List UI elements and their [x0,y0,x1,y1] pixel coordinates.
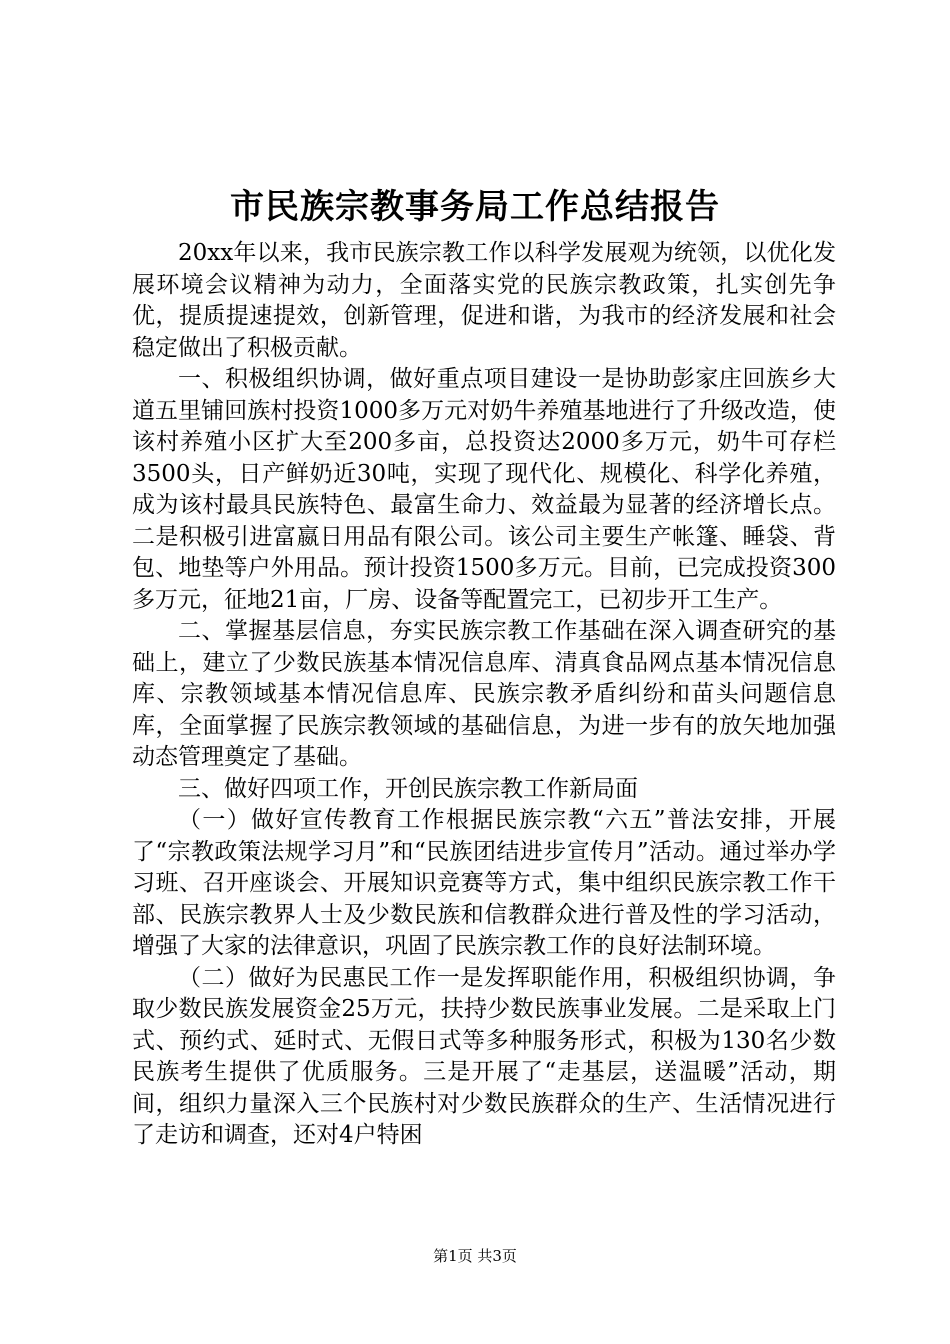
paragraph-intro: 20xx年以来，我市民族宗教工作以科学发展观为统领，以优化发展环境会议精神为动力，全面落实党的民族宗教政策，扎实创先争优，提质提速提效，创新管理，促进和谐，为我市的经济发展和社会稳定做出了积极贡献。 [132,240,836,361]
paragraph-section-2: 二、掌握基层信息，夯实民族宗教工作基础在深入调查研究的基础上，建立了少数民族基本情况信息库、清真食品网点基本情况信息库、宗教领域基本情况信息库、民族宗教矛盾纠纷和苗头问题信息库，全面掌握了民族宗教领域的基础信息，为进一步有的放矢地加强动态管理奠定了基础。 [132,618,836,770]
paragraph-section-1: 一、积极组织协调，做好重点项目建设一是协助彭家庄回族乡大道五里铺回族村投资1000多万元对奶牛养殖基地进行了升级改造，使该村养殖小区扩大至200多亩，总投资达2000多万元，奶牛可存栏3500头，日产鲜奶近30吨，实现了现代化、规模化、科学化养殖，成为该村最具民族特色、最富生命力、效益最为显著的经济增长点。二是积极引进富嬴日用品有限公司。该公司主要生产帐篷、睡袋、背包、地垫等户外用品。预计投资1500多万元。目前，已完成投资300多万元，征地21亩，厂房、设备等配置完工，已初步开工生产。 [132,366,836,613]
document-title: 市民族宗教事务局工作总结报告 [230,187,720,227]
page-footer: 第1页 共3页 [433,1247,517,1265]
paragraph-section-3-heading: 三、做好四项工作，开创民族宗教工作新局面 [178,775,638,802]
document-body [132,238,836,1152]
paragraph-section-3-1: （一）做好宣传教育工作根据民族宗教“六五”普法安排，开展了“宗教政策法规学习月”和“民族团结进步宣传月”活动。通过举办学习班、召开座谈会、开展知识竞赛等方式，集中组织民族宗教工作干部、民族宗教界人士及少数民族和信教群众进行普及性的学习活动，增强了大家的法律意识，巩固了民族宗教工作的良好法制环境。 [132,807,836,959]
paragraph-section-3-2: （二）做好为民惠民工作一是发挥职能作用，积极组织协调，争取少数民族发展资金25万元，扶持少数民族事业发展。二是采取上门式、预约式、延时式、无假日式等多种服务形式，积极为130名少数民族考生提供了优质服务。三是开展了“走基层，送温暖”活动，期间，组织力量深入三个民族村对少数民族群众的生产、生活情况进行了走访和调查，还对4户特困 [132,964,836,1148]
